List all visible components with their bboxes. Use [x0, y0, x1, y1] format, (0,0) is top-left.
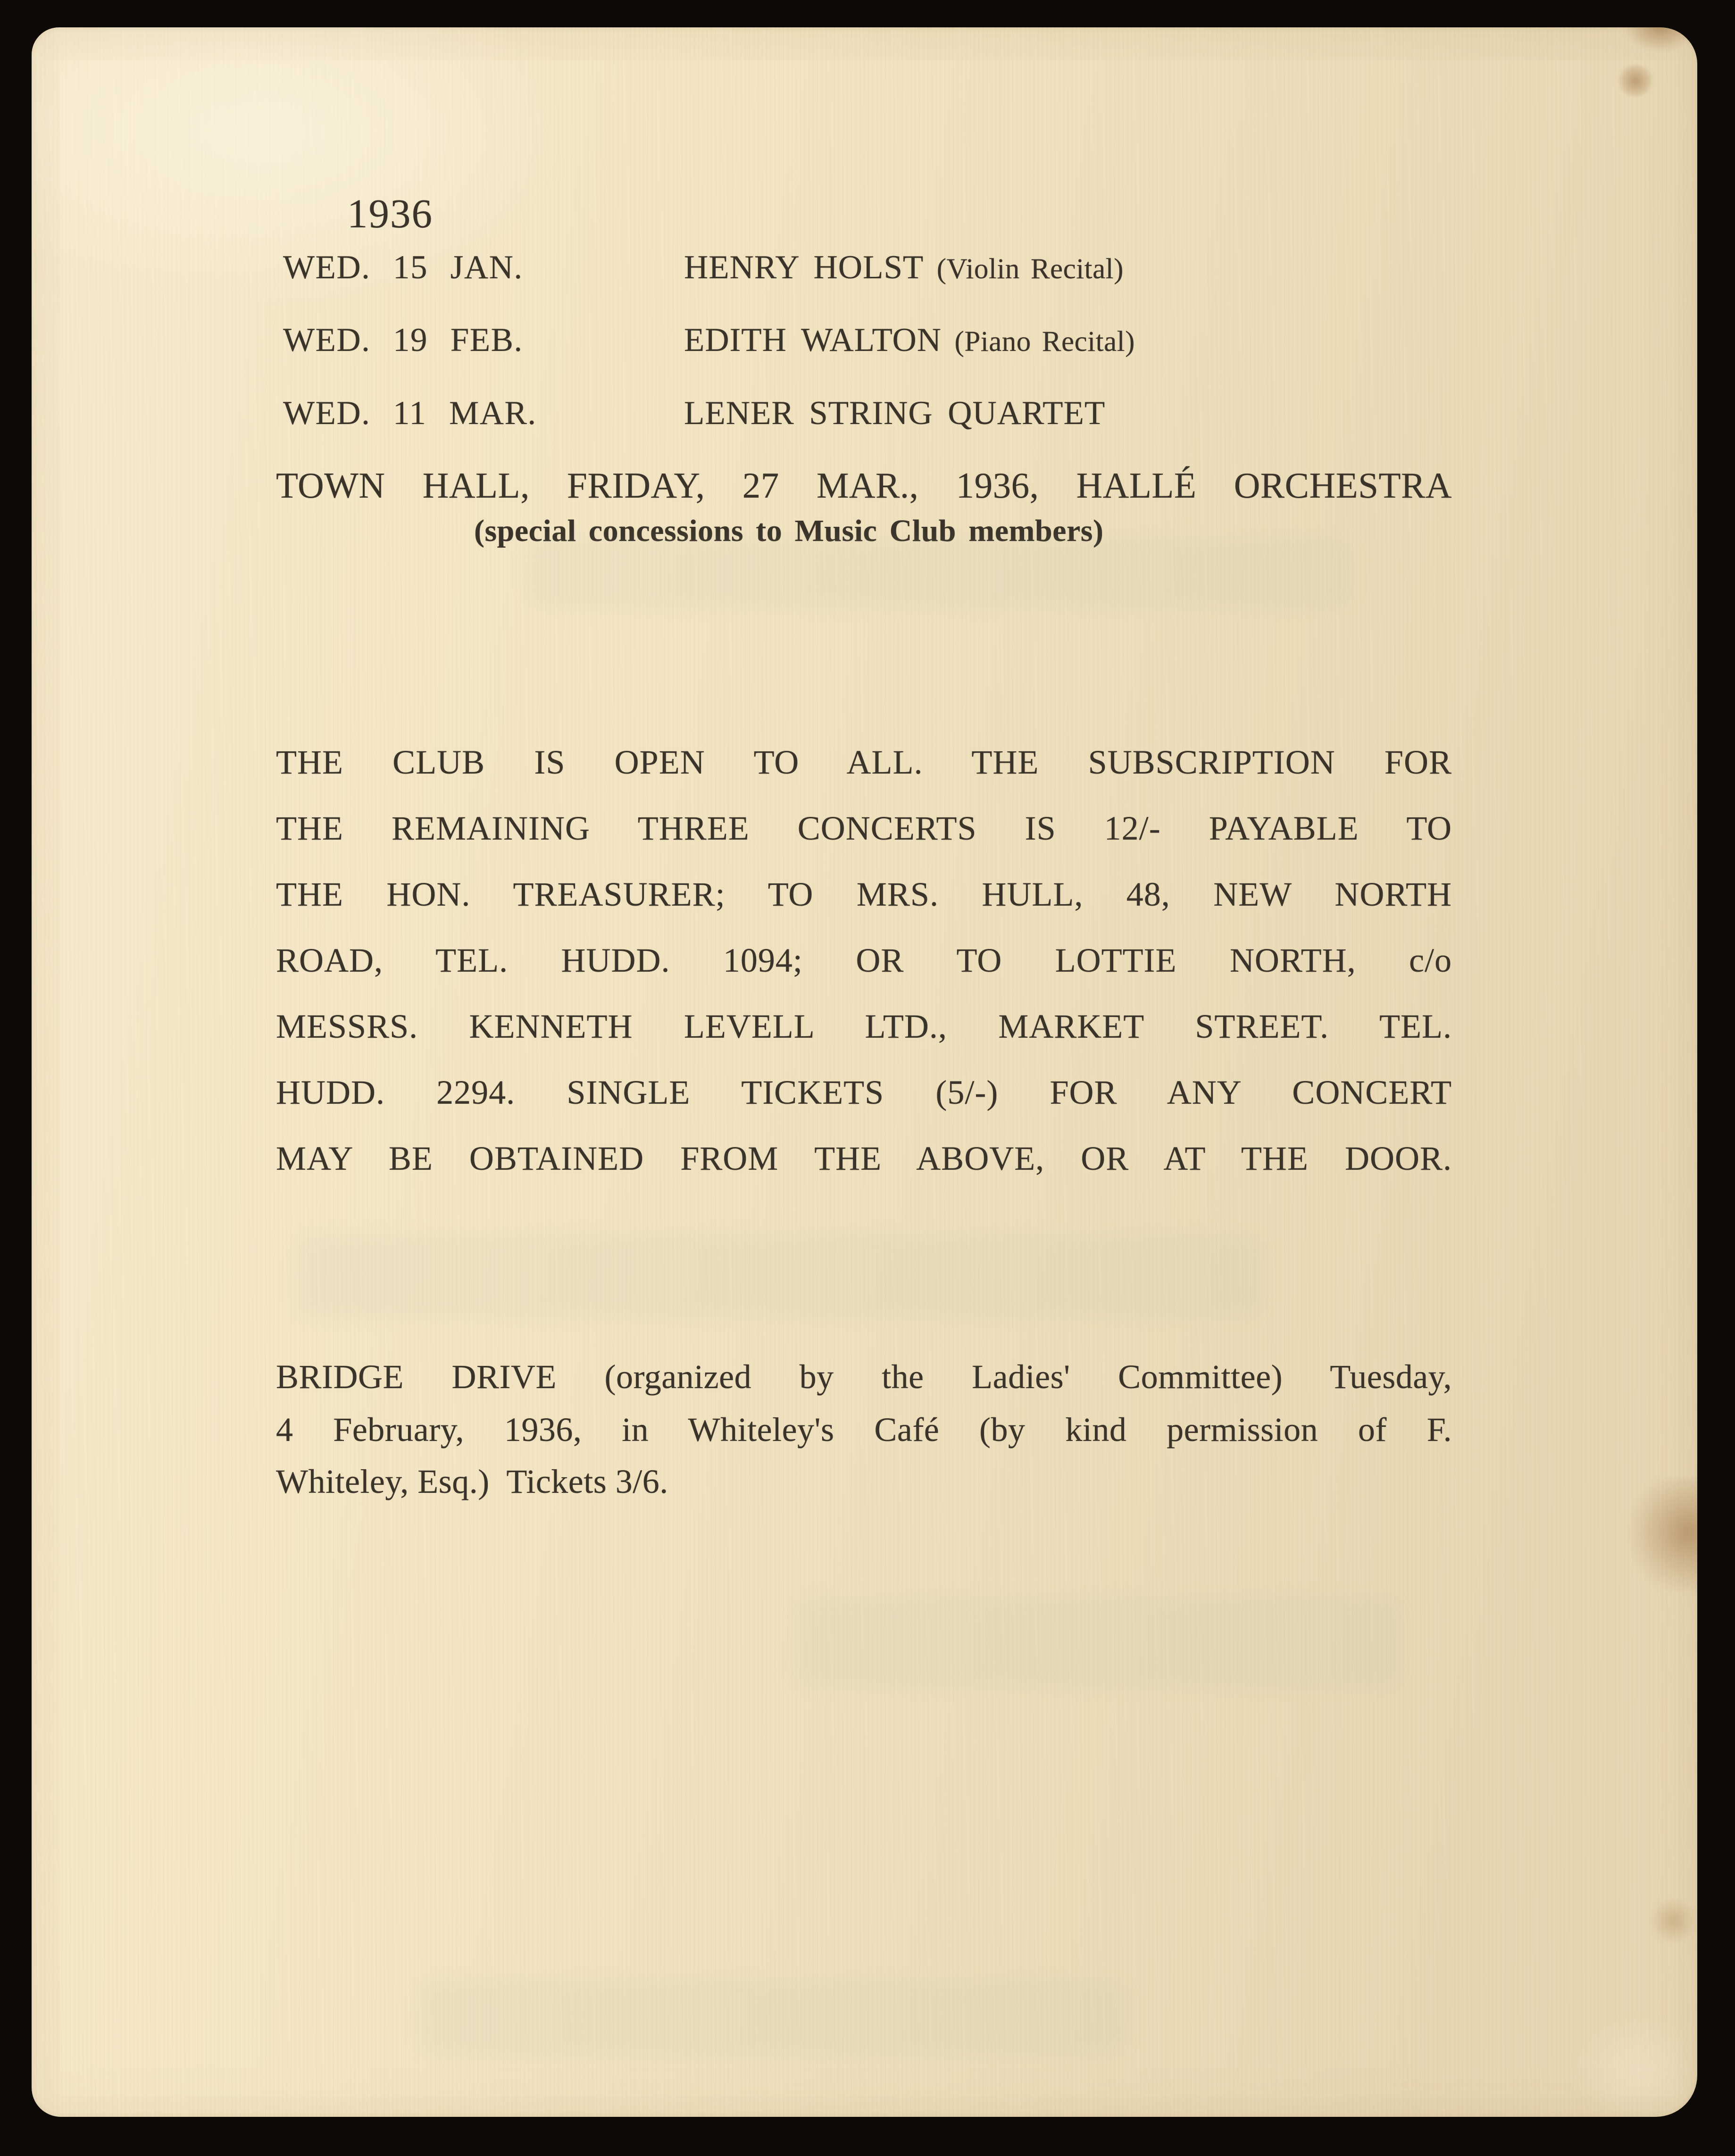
- subscription-line: THE HON. TREASURER; TO MRS. HULL, 48, NEW NORTH: [276, 875, 1452, 913]
- bridge-drive-line: Whiteley, Esq.) Tickets 3/6.: [276, 1463, 668, 1500]
- artist-name: EDITH WALTON: [684, 322, 942, 358]
- artist-name: LENER STRING QUARTET: [684, 395, 1106, 432]
- bridge-drive-line: BRIDGE DRIVE (organized by the Ladies' Committee) Tuesday,: [276, 1358, 1452, 1396]
- subscription-line: MAY BE OBTAINED FROM THE ABOVE, OR AT THE DOOR.: [276, 1140, 1452, 1177]
- showthrough-smudge: [296, 1235, 1263, 1317]
- paper-stain: [1625, 27, 1696, 51]
- town-hall-subline: (special concessions to Music Club members): [474, 514, 1104, 548]
- showthrough-smudge: [527, 539, 1352, 608]
- concert-date: WED. 11 MAR.: [283, 395, 537, 432]
- subscription-line: HUDD. 2294. SINGLE TICKETS (5/-) FOR ANY CONCERT: [276, 1074, 1452, 1111]
- subscription-line: MESSRS. KENNETH LEVELL LTD., MARKET STREET. TEL.: [276, 1007, 1452, 1045]
- programme-card: [32, 27, 1697, 2117]
- concert-artist: [684, 324, 1135, 357]
- concert-date: WED. 19 FEB.: [283, 322, 523, 358]
- paper-stain: [1649, 1898, 1697, 1943]
- concert-date: WED. 15 JAN.: [283, 249, 523, 286]
- subscription-line: THE REMAINING THREE CONCERTS IS 12/- PAYABLE TO: [276, 809, 1452, 847]
- concert-artist: [684, 251, 1124, 284]
- concert-artist: [684, 397, 1118, 430]
- showthrough-smudge: [418, 1980, 1126, 2056]
- subscription-line: THE CLUB IS OPEN TO ALL. THE SUBSCRIPTION FOR: [276, 743, 1452, 781]
- corner-wear: [1574, 2018, 1697, 2117]
- subscription-line: ROAD, TEL. HUDD. 1094; OR TO LOTTIE NORTH, c/o: [276, 941, 1452, 979]
- artist-note: (Violin Recital): [936, 253, 1124, 285]
- artist-note: (Piano Recital): [954, 326, 1135, 358]
- paper-stain: [1618, 65, 1653, 96]
- town-hall-line: TOWN HALL, FRIDAY, 27 MAR., 1936, HALLÉ ORCHESTRA: [276, 465, 1452, 506]
- year-heading: 1936: [347, 191, 433, 236]
- artist-name: HENRY HOLST: [684, 249, 924, 286]
- paper-stain: [1630, 1478, 1697, 1591]
- showthrough-smudge: [796, 1598, 1400, 1688]
- bridge-drive-line: 4 February, 1936, in Whiteley's Café (by kind permission of F.: [276, 1411, 1452, 1448]
